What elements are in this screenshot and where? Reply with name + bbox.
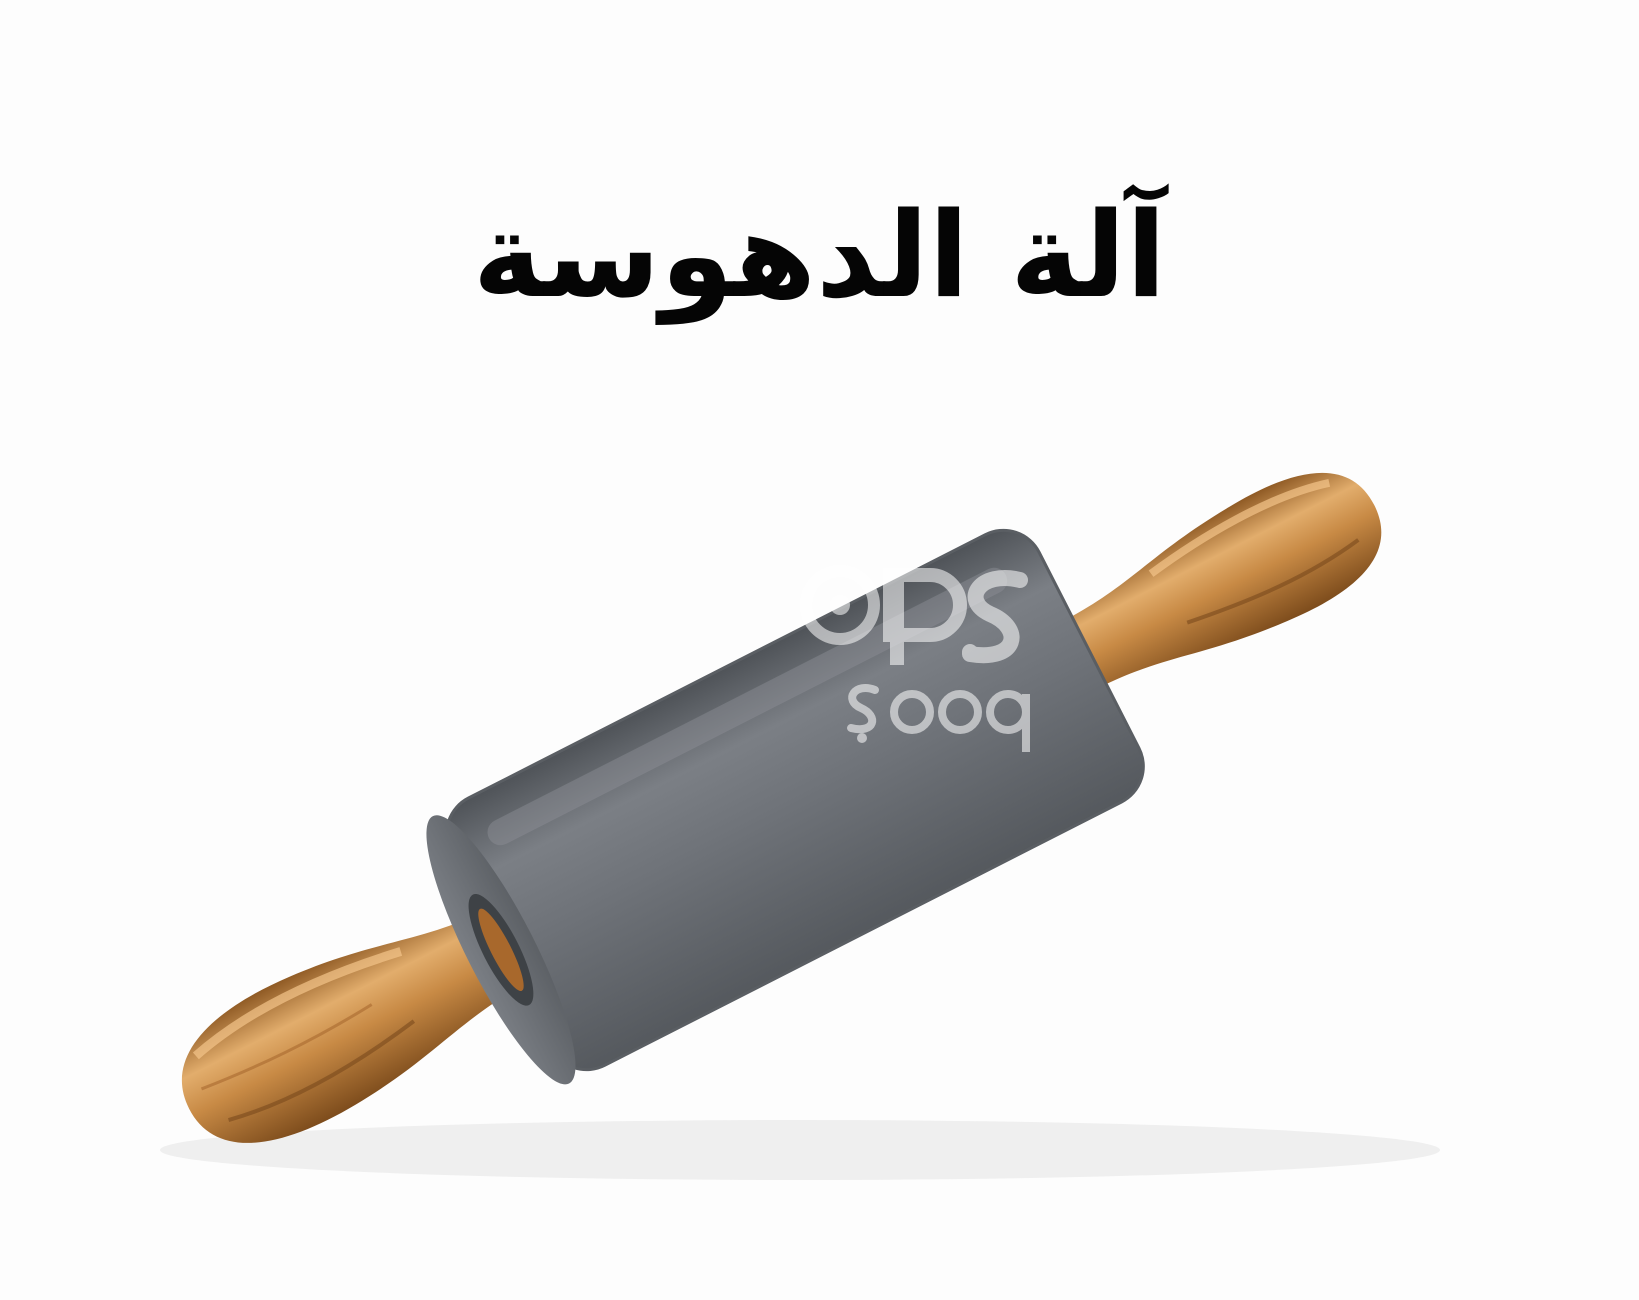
shadow bbox=[160, 1120, 1440, 1180]
product-caption: آلة الدهوسة bbox=[472, 186, 1167, 324]
opensooq-watermark bbox=[800, 530, 1120, 760]
